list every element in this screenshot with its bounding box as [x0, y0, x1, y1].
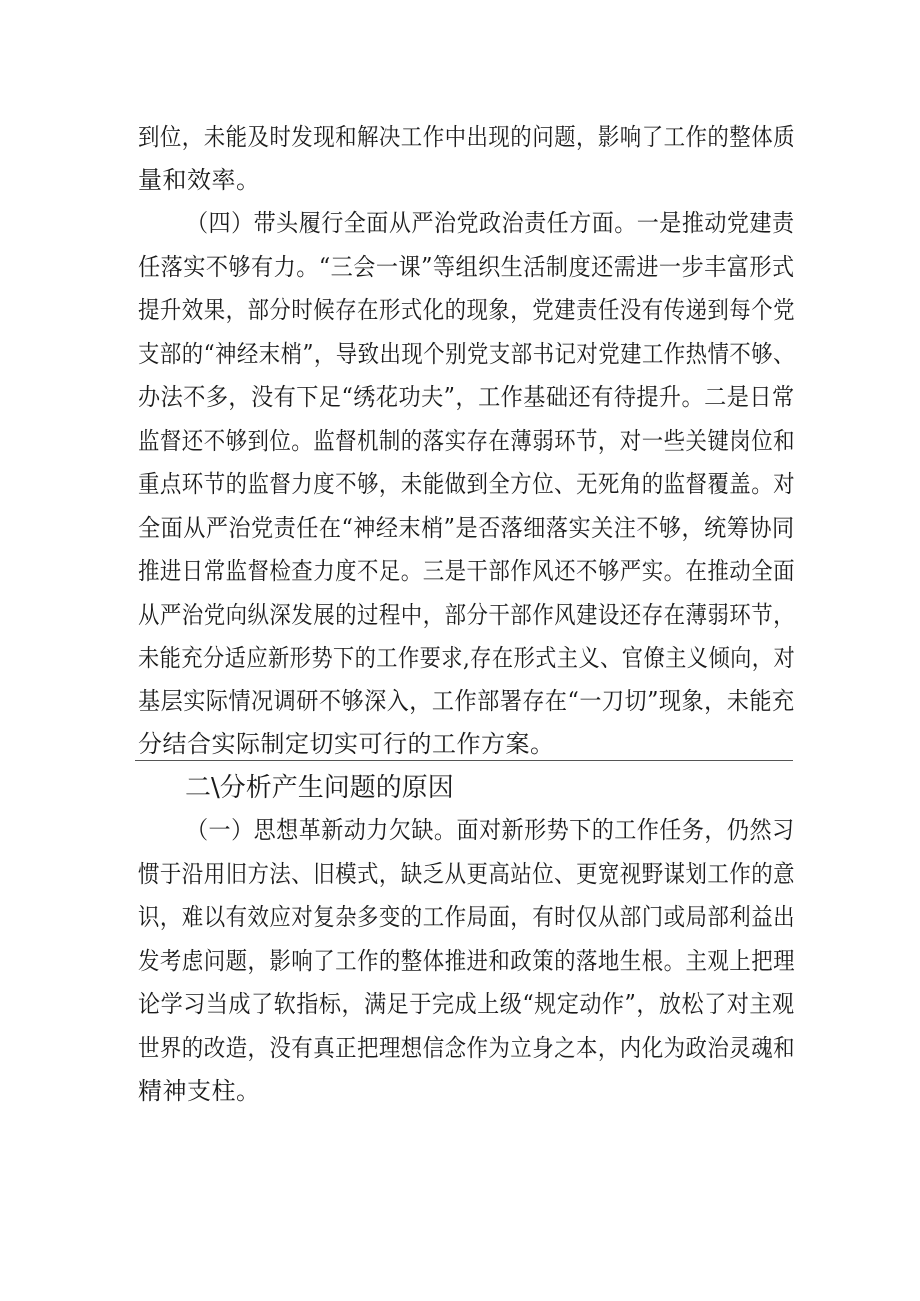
paragraph-line: 发考虑问题，影响了工作的整体推进和政策的落地生根。主观上把理 [138, 947, 795, 975]
paragraph-line: （一）思想革新动力欠缺。面对新形势下的工作任务，仍然习 [186, 816, 795, 844]
paragraph-line: 基层实际情况调研不够深入，工作部署存在“一刀切”现象，未能充 [138, 687, 795, 715]
paragraph-line: 到位，未能及时发现和解决工作中出现的问题，影响了工作的整体质 [138, 123, 795, 151]
paragraph-line: 办法不多，没有下足“绣花功夫”，工作基础还有待提升。二是日常 [138, 383, 795, 411]
paragraph-line: 推进日常监督检查力度不足。三是干部作风还不够严实。在推动全面 [138, 557, 795, 585]
paragraph-line: 重点环节的监督力度不够，未能做到全方位、无死角的监督覆盖。对 [138, 470, 795, 498]
horizontal-divider [135, 760, 793, 761]
paragraph-line: 支部的“神经末梢”，导致出现个别党支部书记对党建工作热情不够、 [138, 340, 796, 368]
paragraph-line: 全面从严治党责任在“神经末梢”是否落细落实关注不够，统筹协同 [138, 514, 795, 542]
paragraph-line: （四）带头履行全面从严治党政治责任方面。一是推动党建责 [186, 209, 795, 237]
paragraph-line: 世界的改造，没有真正把理想信念作为立身之本，内化为政治灵魂和 [138, 1034, 795, 1062]
paragraph-line: 惯于沿用旧方法、旧模式，缺乏从更高站位、更宽视野谋划工作的意 [138, 860, 795, 888]
paragraph-line: 分结合实际制定切实可行的工作方案。 [138, 730, 555, 758]
paragraph-line: 未能充分适应新形势下的工作要求,存在形式主义、官僚主义倾向，对 [138, 644, 796, 672]
paragraph-line: 任落实不够有力。“三会一课”等组织生活制度还需进一步丰富形式 [138, 253, 795, 281]
paragraph-line: 量和效率。 [138, 166, 261, 194]
paragraph-line: 论学习当成了软指标，满足于完成上级“规定动作”，放松了对主观 [138, 990, 795, 1018]
section-heading: 二\分析产生问题的原因 [185, 773, 454, 803]
paragraph-line: 提升效果，部分时候存在形式化的现象，党建责任没有传递到每个党 [138, 296, 795, 324]
paragraph-line: 监督还不够到位。监督机制的落实存在薄弱环节，对一些关键岗位和 [138, 427, 795, 455]
paragraph-line: 从严治党向纵深发展的过程中，部分干部作风建设还存在薄弱环节， [138, 601, 795, 629]
paragraph-line: 识，难以有效应对复杂多变的工作局面，有时仅从部门或局部利益出 [138, 903, 795, 931]
paragraph-line: 精神支柱。 [138, 1077, 261, 1105]
